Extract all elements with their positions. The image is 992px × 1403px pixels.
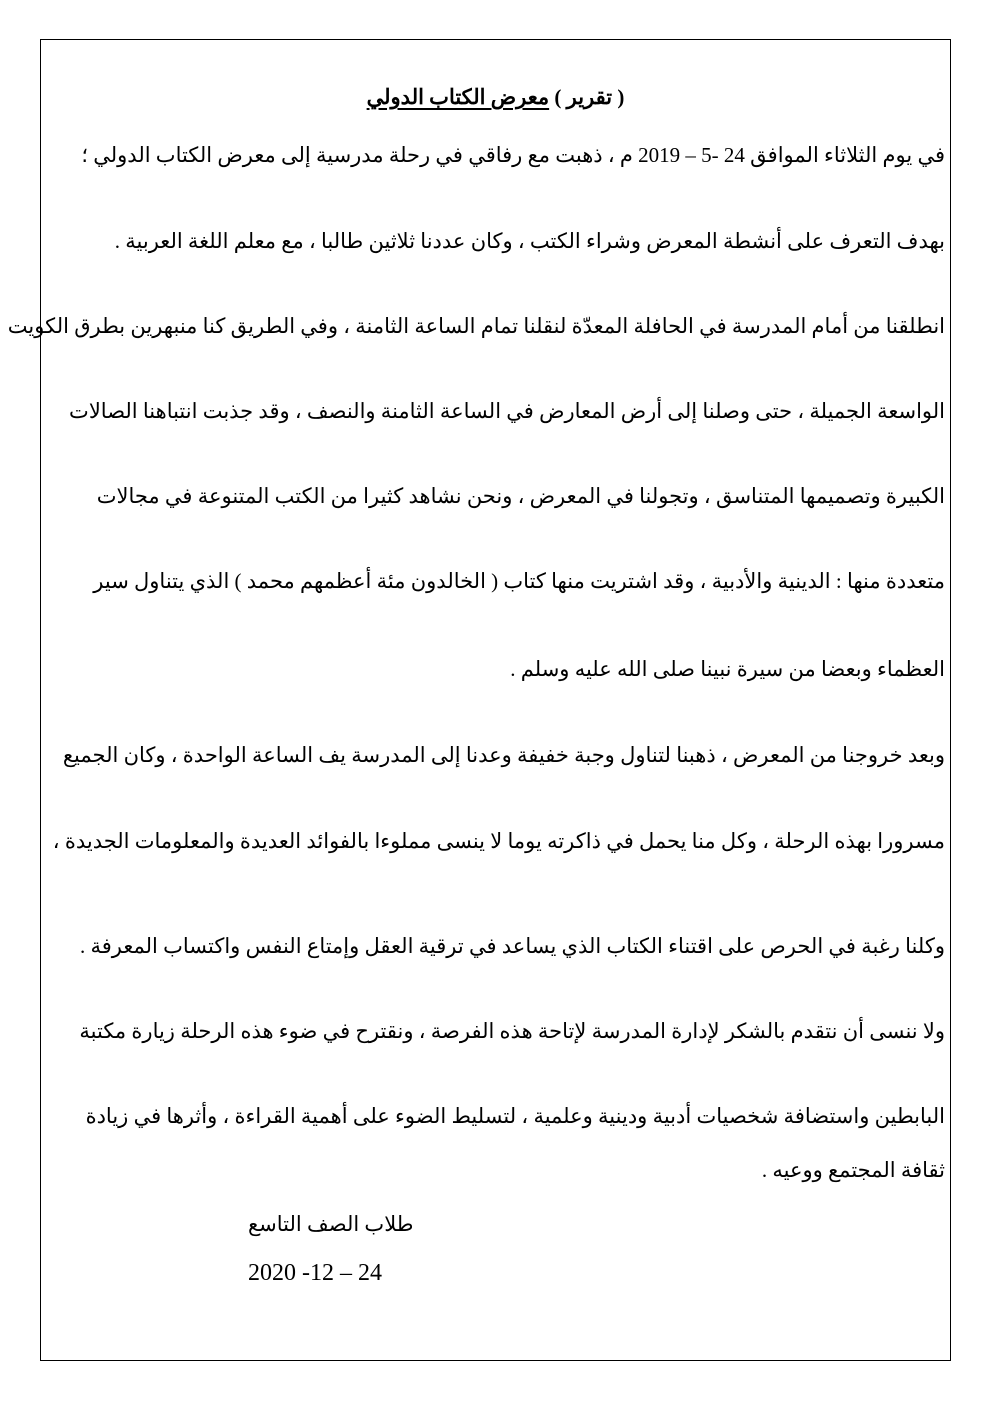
report-heading	[40, 82, 951, 112]
paragraph-line: العظماء وبعضا من سيرة نبينا صلى الله عليه وسلم .	[510, 657, 945, 681]
paragraph-line: انطلقنا من أمام المدرسة في الحافلة المعدّة لنقلنا تمام الساعة الثامنة ، وفي الطريق كنا منبهرين بطرق الكويت	[7, 314, 945, 338]
paragraph-line: ثقافة المجتمع ووعيه .	[761, 1158, 945, 1182]
title-prefix: ( تقرير )	[554, 85, 625, 109]
report-date: 2020 -12 – 24	[248, 1260, 382, 1286]
signature: طلاب الصف التاسع	[248, 1212, 414, 1236]
paragraph-line: البابطين واستضافة شخصيات أدبية ودينية وعلمية ، لتسليط الضوء على أهمية القراءة ، وأثرها في زيادة	[85, 1104, 945, 1128]
paragraph-line: ولا ننسى أن نتقدم بالشكر لإدارة المدرسة لإتاحة هذه الفرصة ، ونقترح في ضوء هذه الرحلة زيارة مكتبة	[79, 1019, 945, 1043]
paragraph-line: في يوم الثلاثاء الموافق 24 -5 – 2019 م ، ذهبت مع رفاقي في رحلة مدرسية إلى معرض الكتاب الدولي ؛	[81, 143, 945, 167]
paragraph-line: مسرورا بهذه الرحلة ، وكل منا يحمل في ذاكرته يوما لا ينسى مملوءا بالفوائد العديدة والمعلومات الجديدة ،	[52, 829, 945, 853]
paragraph-line: الكبيرة وتصميمها المتناسق ، وتجولنا في المعرض ، ونحن نشاهد كثيرا من الكتب المتنوعة في مجالات	[96, 484, 945, 508]
paragraph-line: وكلنا رغبة في الحرص على اقتناء الكتاب الذي يساعد في ترقية العقل وإمتاع النفس واكتساب المعرفة .	[79, 934, 945, 958]
paragraph-line: الواسعة الجميلة ، حتى وصلنا إلى أرض المعارض في الساعة الثامنة والنصف ، وقد جذبت انتباهنا الصالات	[69, 399, 945, 423]
paragraph-line: وبعد خروجنا من المعرض ، ذهبنا لتناول وجبة خفيفة وعدنا إلى المدرسة يف الساعة الواحدة ، وكان الجميع	[62, 743, 945, 767]
page-title: معرض الكتاب الدولي	[366, 85, 550, 109]
paragraph-line: بهدف التعرف على أنشطة المعرض وشراء الكتب ، وكان عددنا ثلاثين طالبا ، مع معلم اللغة العربية .	[114, 229, 945, 253]
paragraph-line: متعددة منها : الدينية والأدبية ، وقد اشتريت منها كتاب ( الخالدون مئة أعظمهم محمد ) الذي يتناول سير	[93, 569, 945, 593]
